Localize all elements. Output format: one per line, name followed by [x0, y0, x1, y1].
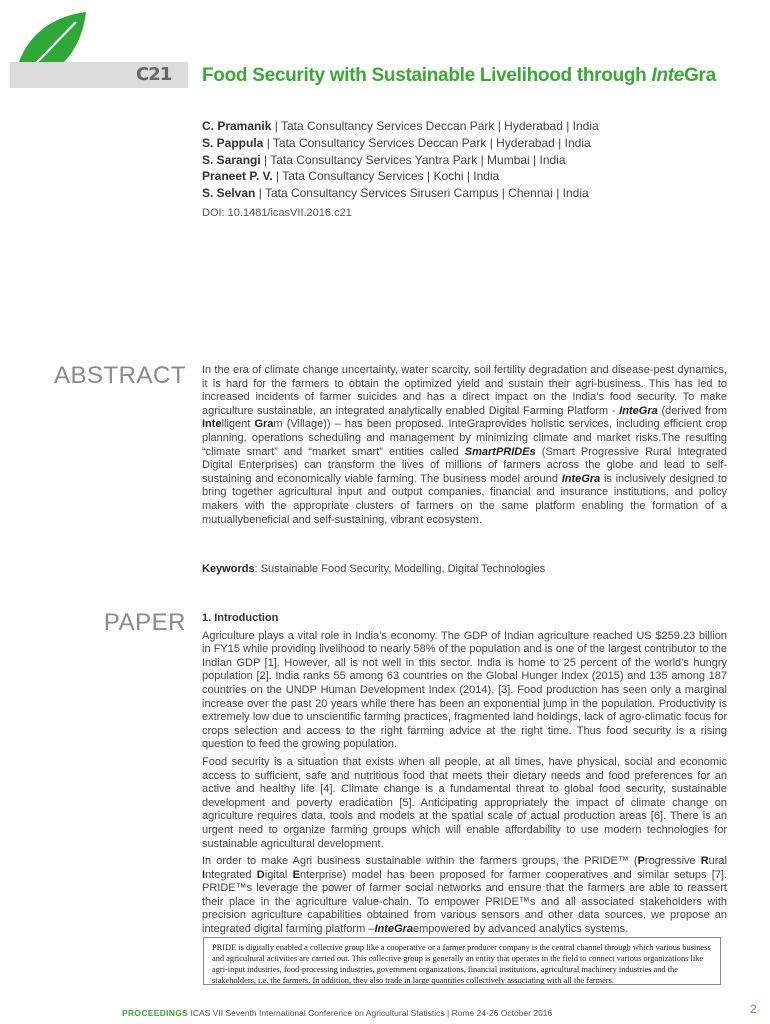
- author-line: [202, 118, 762, 135]
- section-code: C21: [136, 64, 172, 85]
- author-name: S. Sarangi: [202, 152, 261, 167]
- paragraph: Food security is a situation that exists when all people, at all times, have physical, social and economic access to sufficient, safe and nutritious food that meets their dietary needs and food preferences for an active and healthy life [4]. Climate change is a fundamental threat to global food security, sustainable development and poverty eradication [5]. Anticipating appropriately the impact of climate change on agriculture requires data, tools and models at the spatial scale of actual production areas [6]. There is an urgent need to organize farming groups which will enable affordability to use modern technologies for sustainable agricultural development.: [202, 755, 727, 850]
- keywords: [202, 563, 727, 575]
- author-name: Praneet P. V.: [202, 169, 273, 184]
- author-affiliation: | Tata Consultancy Services | Kochi | India: [272, 169, 500, 184]
- paper-body: [202, 612, 727, 941]
- abstract-text: In the era of climate change uncertainty, water scarcity, soil fertility degradation and disease-pest dynamics, it is hard for the farmers to obtain the optimized yield and sustain their agri-business. This has led to increased incidents of farmer suicides and has a direct impact on the India’s food security. To make agriculture sustainable, an integrated analytically enabled Digital Farming Platform - InteGra (derived from Intelligent Gram (Village)) – has been proposed. InteGraprovides holistic services, including efficient crop planning, operations scheduling and management by minimizing climate and market risks.The resulting “climate smart” and “market smart” entities called SmartPRIDEs (Smart Progressive Rural Integrated Digital Enterprises) can transform the lives of millions of farmers across the globe and lead to self-sustaining and economically viable farming. The business model around InteGra is inclusively designed to bring together agricultural input and output companies, financial and insurance institutions, and policy makers with the appropriate clusters of farmers on the same platform enabling the formation of a mutuallybeneficial and self-sustaining, vibrant ecosystem.: [202, 364, 728, 526]
- paragraph: Agriculture plays a vital role in India’s economy. The GDP of Indian agriculture reached US $259.23 billion in FY15 while providing livelihood to nearly 58% of the population and is one of the largest contributor to the Indian GDP [1]. However, all is not well in this sector. India is home to 25 percent of the world’s hungry population [2]. India ranks 55 among 63 countries on the Global Hunger Index (2015) and 135 among 187 countries on the UNDP Human Development Index (2014), [3]. Food production has seen only a marginal increase over the past 20 years while there has been an exponential jump in the population. Productivity is extremely low due to unscientific farming practices, fragmented land holdings, lack of agro-climatic focus for crops selection and access to the right farming advice at the right time. Thus food security is a rising question to feed the growing population.: [202, 629, 727, 751]
- keywords-text: : Sustainable Food Security, Modelling, Digital Technologies: [254, 563, 546, 575]
- paper-title: [202, 64, 762, 88]
- author-line: [202, 135, 762, 152]
- author-list: [202, 118, 762, 202]
- page-footer: [122, 1008, 552, 1018]
- title-italic: Inte: [651, 65, 685, 86]
- title-text: Food Security with Sustainable Livelihood through: [202, 65, 652, 86]
- page-number: 2: [750, 1002, 757, 1016]
- author-line: [202, 168, 762, 185]
- doi-link[interactable]: DOI: 10.1481/icasVII.2016.c21: [202, 207, 352, 219]
- footnote-box: PRIDE is digitally enabled a collective group like a cooperative or a farmer producer company is the central channel through which various business and agricultural activities are carried out. This collective group is generally an entity that operates in the field to connect various organizations like agri-input industries, food-processing industries, government organizations, financial institutions, agricultural machinery industries and the stakeholders, i.e. the farmers. In addition, they also trade in large quantities collectively associating with all the farmers.: [203, 937, 721, 985]
- paper-heading: PAPER: [103, 609, 186, 636]
- author-name: S. Pappula: [202, 135, 264, 150]
- title-text-end: Gra: [684, 65, 716, 86]
- footer-text: ICAS VII Seventh International Conference on Agricultural Statistics | Rome 24-26 October 2016: [188, 1008, 553, 1018]
- author-name: C. Pramanik: [202, 119, 272, 133]
- paragraph: In order to make Agri business sustainable within the farmers groups, the PRIDE™ (Progressive Rural Integrated Digital Enterprise) model has been proposed for farmer cooperatives and similar setups [7]. PRIDE™s leverage the power of farmer social networks and ensure that the farmers are able to reassert their place in the agriculture value-chain. To empower PRIDE™s and all associated stakeholders with precision agriculture capabilities obtained from various sensors and other data sources, we propose an integrated digital farming platform –InteGraempowered by advanced analytics systems.: [202, 855, 727, 936]
- author-affiliation: | Tata Consultancy Services Yantra Park | Mumbai | India: [260, 152, 566, 167]
- author-name: S. Selvan: [202, 186, 256, 201]
- author-affiliation: | Tata Consultancy Services Deccan Park | Hyderabad | India: [271, 119, 599, 133]
- section-title: 1. Introduction: [202, 612, 279, 624]
- author-affiliation: | Tata Consultancy Services Deccan Park | Hyderabad | India: [263, 135, 591, 150]
- keywords-label: Keywords: [202, 563, 255, 575]
- footer-proceedings: PROCEEDINGS: [122, 1008, 189, 1018]
- author-line: [202, 185, 762, 202]
- author-line: [202, 152, 762, 169]
- abstract-heading: ABSTRACT: [53, 362, 186, 389]
- author-affiliation: | Tata Consultancy Services Siruseri Campus | Chennai | India: [255, 186, 589, 201]
